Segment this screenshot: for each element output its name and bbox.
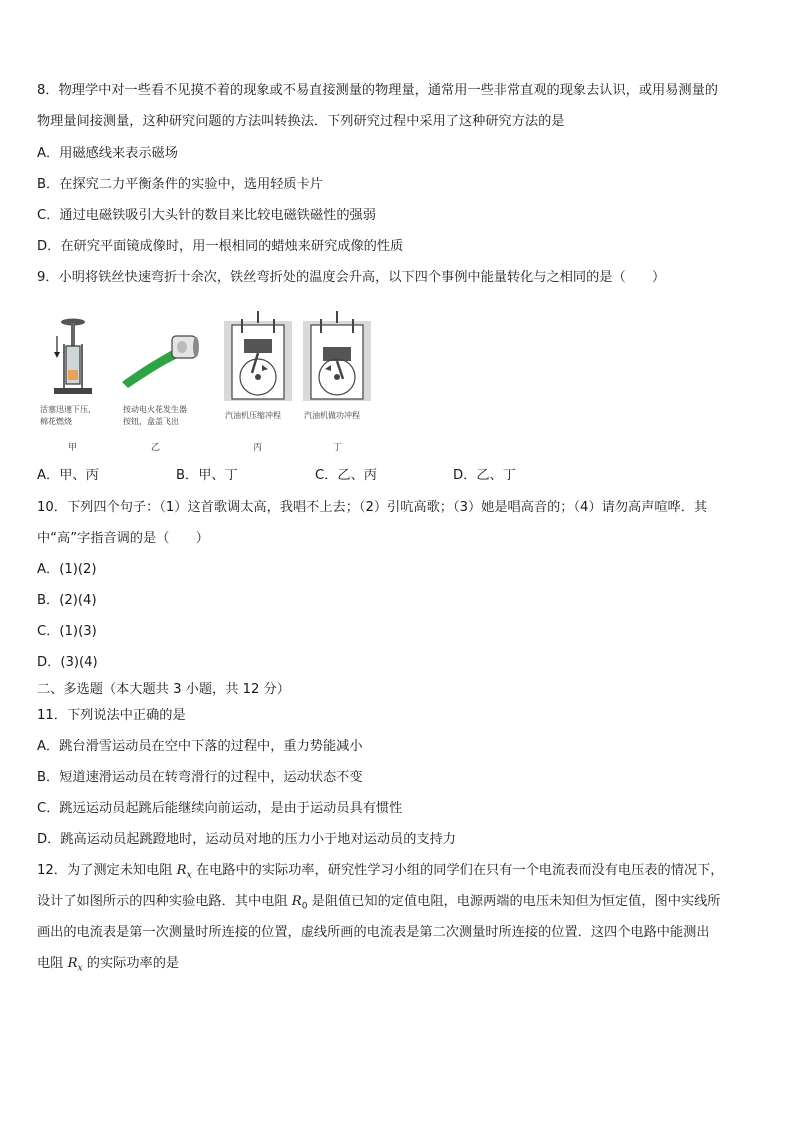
q9-option-c: C．乙、丙 xyxy=(315,468,377,483)
q10-option-b: B．(2)(4) xyxy=(37,593,97,608)
fig-yi-caption2: 按钮，盒盖飞出 xyxy=(123,417,179,426)
q10-option-c: C．(1)(3) xyxy=(37,624,97,639)
q12-text-part: 电阻 xyxy=(37,956,68,971)
q11-option-d: D．跳高运动员起跳蹬地时，运动员对地的压力小于地对运动员的支持力 xyxy=(37,832,456,847)
fig-ding-caption: 汽油机做功冲程 xyxy=(304,411,360,420)
q10-option-a: A．(1)(2) xyxy=(37,562,97,577)
q12-stem-line3: 画出的电流表是第一次测量时所连接的位置，虚线所画的电流表是第二次测量时所连接的位置．这四个电路中能测出 xyxy=(37,925,710,940)
compression-stroke-figure xyxy=(222,311,294,401)
q8-option-a: A．用磁感线来表示磁场 xyxy=(37,146,178,161)
rx-subscript: x xyxy=(77,963,83,974)
fig-yi-name: 乙 xyxy=(151,443,161,453)
piston-fire-figure xyxy=(40,314,100,399)
fig-yi-caption1: 按动电火花发生器 xyxy=(123,405,187,414)
power-stroke-figure xyxy=(301,311,373,401)
fig-ding-name: 丁 xyxy=(333,443,343,453)
fig-bing-name: 丙 xyxy=(253,443,263,453)
q10-option-d: D．(3)(4) xyxy=(37,655,98,670)
q8-stem-line2: 物理量间接测量，这种研究问题的方法叫转换法．下列研究过程中采用了这种研究方法的是 xyxy=(37,114,565,129)
q8-stem-line1: 8．物理学中对一些看不见摸不着的现象或不易直接测量的物理量，通常用一些非常直观的现象去认识，或用易测量的 xyxy=(37,83,718,98)
q8-option-c: C．通过电磁铁吸引大头针的数目来比较电磁铁磁性的强弱 xyxy=(37,208,376,223)
q12-stem-line2 xyxy=(37,893,764,916)
q12-text-part: 是阻值已知的定值电阻，电源两端的电压未知但为恒定值，图中实线所 xyxy=(307,894,721,909)
r0-symbol: R xyxy=(291,894,302,909)
section-heading: 二、多选题（本大题共 3 小题，共 12 分） xyxy=(37,682,290,697)
rx-symbol: R xyxy=(67,956,78,971)
fig-jia-caption2: 棉花燃烧 xyxy=(40,417,72,426)
q9-option-a: A．甲、丙 xyxy=(37,468,99,483)
q10-stem-line2: 中“高”字指音调的是（ ） xyxy=(37,531,209,546)
q12-stem-line4 xyxy=(37,955,764,978)
fig-bing-caption: 汽油机压缩冲程 xyxy=(225,411,281,420)
q9-option-b: B．甲、丁 xyxy=(176,468,238,483)
q11-option-b: B．短道速滑运动员在转弯滑行的过程中，运动状态不变 xyxy=(37,770,363,785)
rx-subscript: x xyxy=(186,870,192,881)
q8-option-d: D．在研究平面镜成像时，用一根相同的蜡烛来研究成像的性质 xyxy=(37,239,404,254)
r0-subscript: 0 xyxy=(301,901,308,912)
q9-option-d: D．乙、丁 xyxy=(453,468,516,483)
rx-symbol: R xyxy=(176,863,187,878)
q12-stem-line1 xyxy=(37,862,764,885)
q10-stem-line1: 10．下列四个句子：（1）这首歌调太高，我唱不上去；（2）引吭高歌；（3）她是唱高音的；（4）请勿高声喧哗．其 xyxy=(37,500,708,515)
fig-jia-name: 甲 xyxy=(68,443,78,453)
q11-stem: 11．下列说法中正确的是 xyxy=(37,708,186,723)
fig-jia-caption1: 活塞迅速下压， xyxy=(40,405,96,414)
q8-option-b: B．在探究二力平衡条件的实验中，选用轻质卡片 xyxy=(37,177,323,192)
q9-stem: 9．小明将铁丝快速弯折十余次，铁丝弯折处的温度会升高，以下四个事例中能量转化与之相同的是（ ） xyxy=(37,270,666,285)
spark-generator-figure xyxy=(118,330,208,390)
q11-option-c: C．跳远运动员起跳后能继续向前运动，是由于运动员具有惯性 xyxy=(37,801,403,816)
q11-option-a: A．跳台滑雪运动员在空中下落的过程中，重力势能减小 xyxy=(37,739,363,754)
q12-text-part: 12．为了测定未知电阻 xyxy=(37,863,177,878)
q12-text-part: 在电路中的实际功率，研究性学习小组的同学们在只有一个电流表而没有电压表的情况下， xyxy=(191,863,724,878)
q12-text-part: 设计了如图所示的四种实验电路．其中电阻 xyxy=(37,894,292,909)
q12-text-part: 的实际功率的是 xyxy=(82,956,180,971)
